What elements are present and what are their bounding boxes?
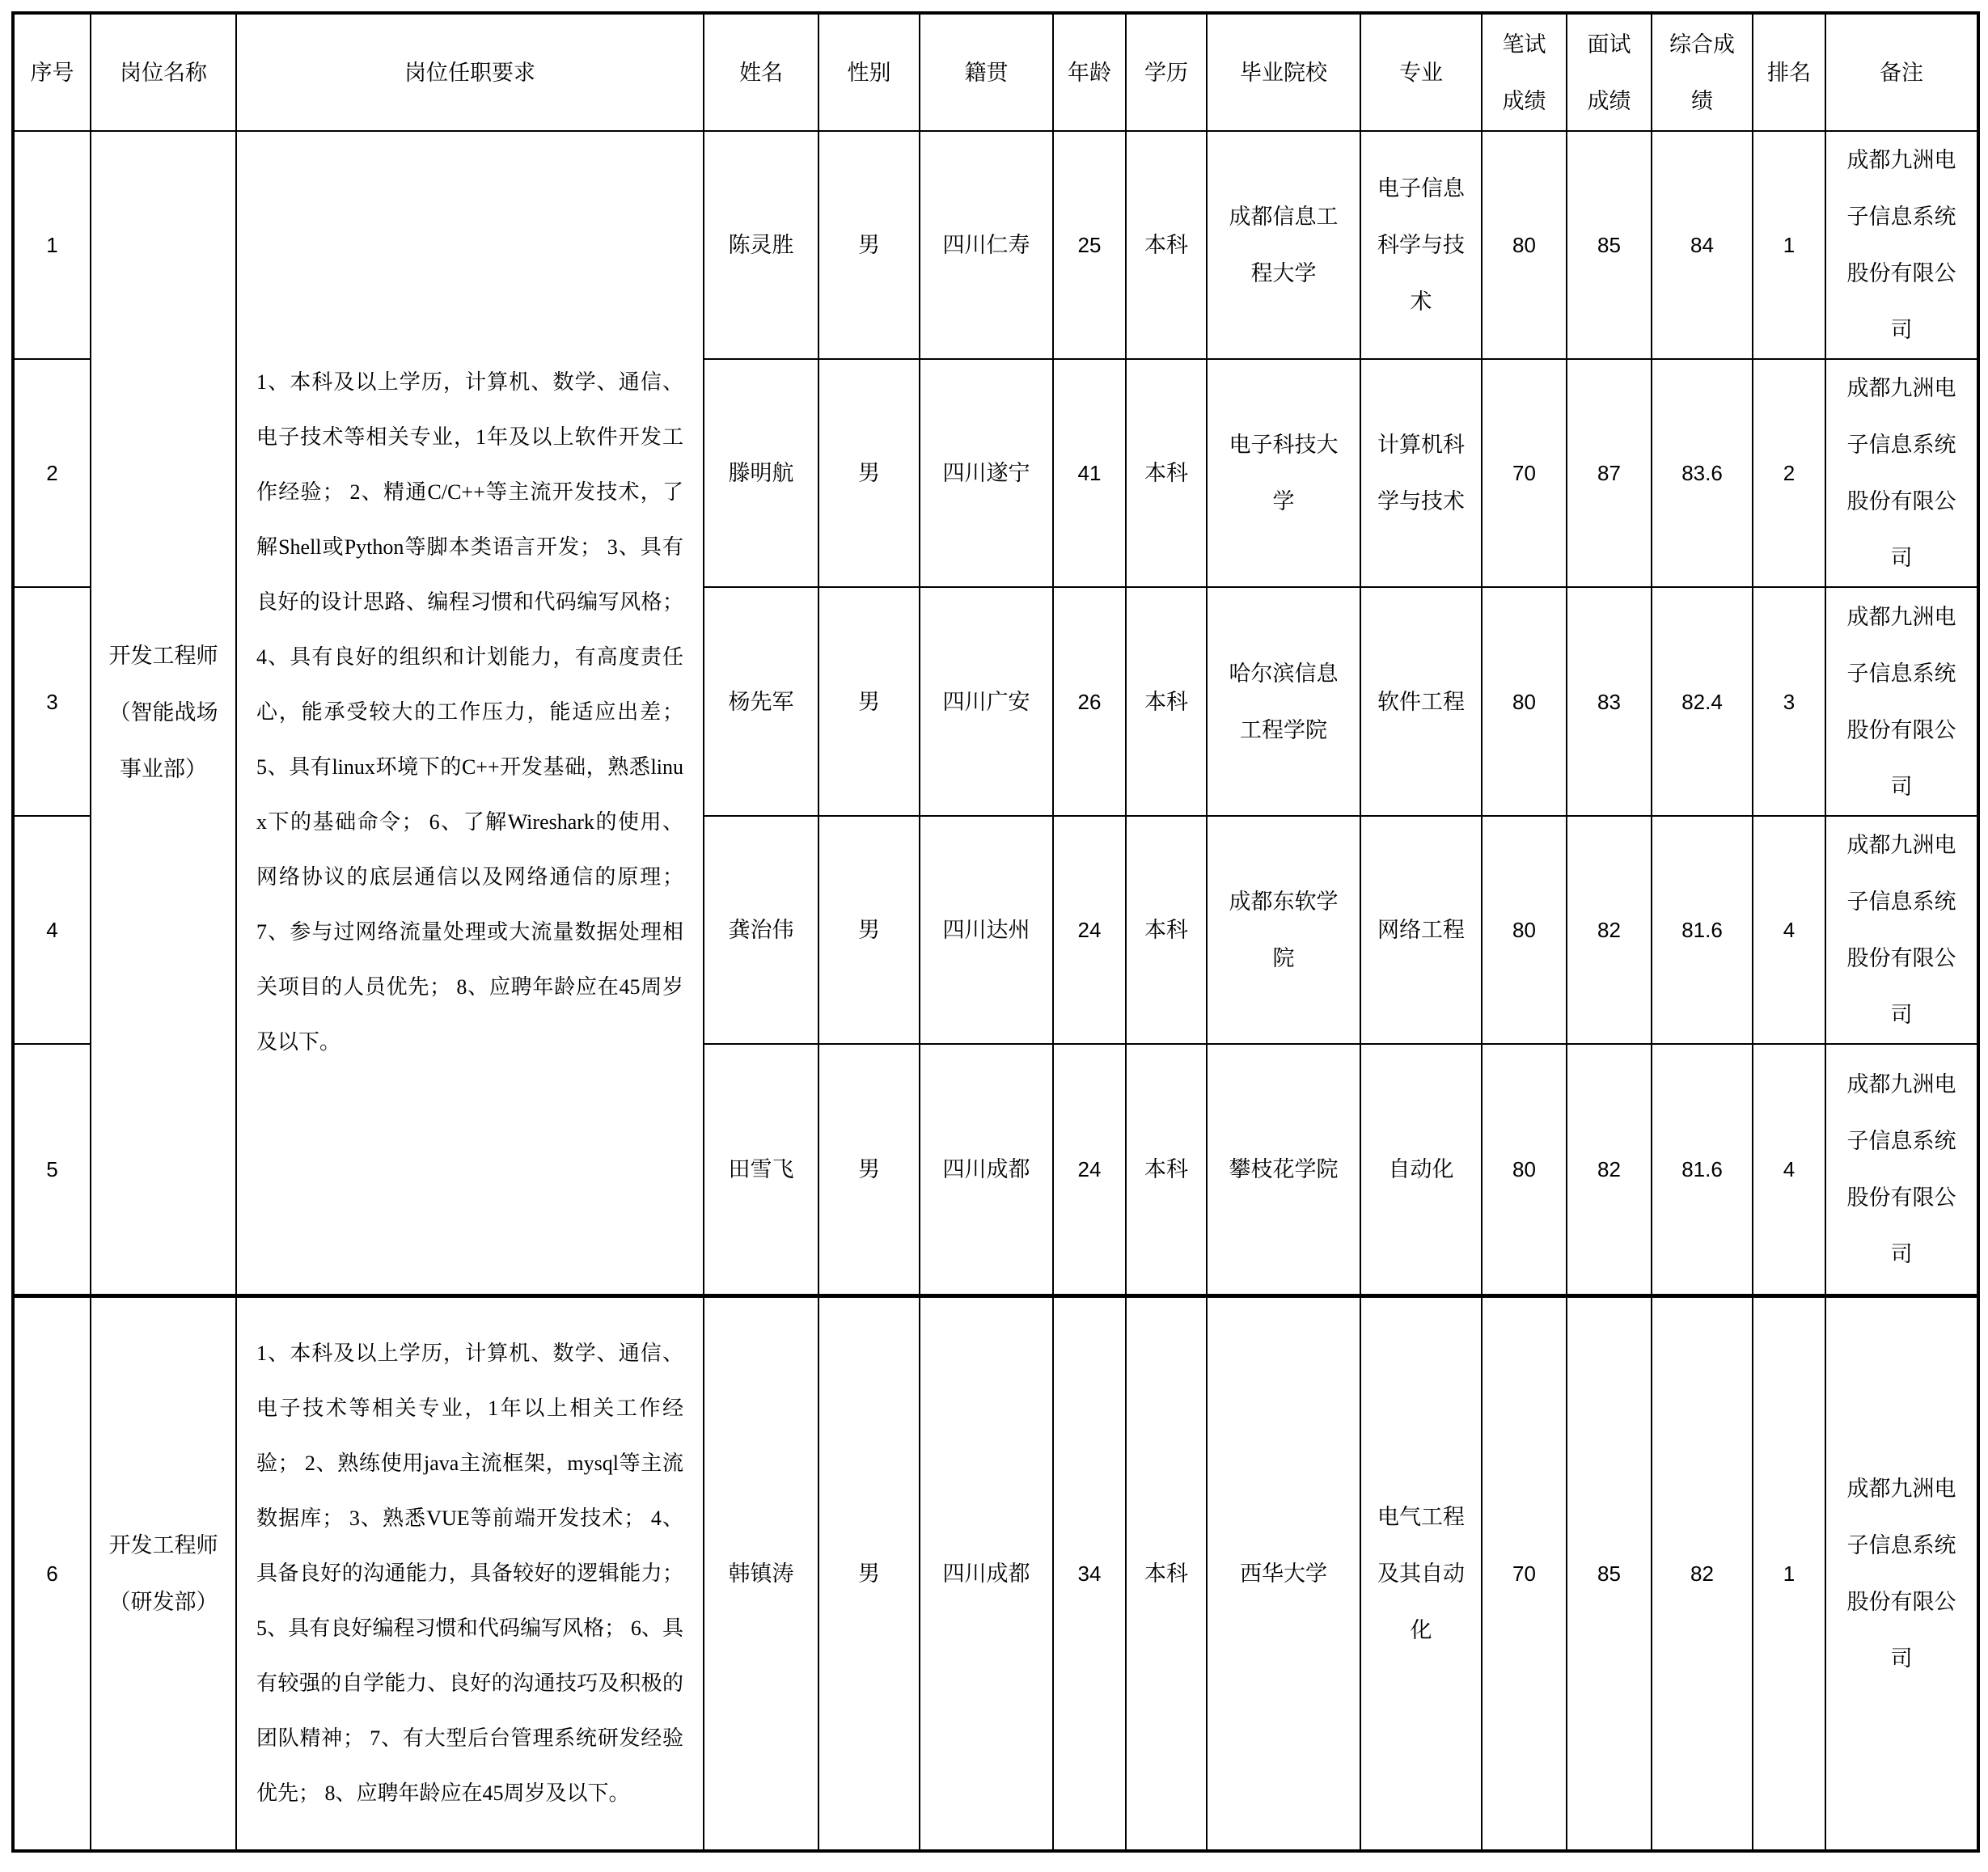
recruitment-table	[11, 11, 1980, 1853]
cell-no: 3	[13, 587, 91, 816]
cell-overall-score: 84	[1652, 131, 1753, 359]
cell-major: 软件工程	[1360, 587, 1482, 816]
cell-gender: 男	[818, 587, 920, 816]
header-no: 序号	[13, 13, 91, 131]
cell-rank: 2	[1753, 359, 1825, 587]
cell-no: 2	[13, 359, 91, 587]
cell-rank: 4	[1753, 816, 1825, 1044]
header-interview-score: 面试成绩	[1567, 13, 1652, 131]
cell-education: 本科	[1126, 359, 1207, 587]
cell-remark: 成都九洲电子信息系统股份有限公司	[1825, 1295, 1978, 1851]
cell-name: 杨先军	[704, 587, 818, 816]
header-position: 岗位名称	[91, 13, 236, 131]
cell-remark: 成都九洲电子信息系统股份有限公司	[1825, 587, 1978, 816]
cell-no: 1	[13, 131, 91, 359]
header-gender: 性别	[818, 13, 920, 131]
cell-interview-score: 85	[1567, 131, 1652, 359]
cell-overall-score: 83.6	[1652, 359, 1753, 587]
cell-requirements: 1、本科及以上学历，计算机、数学、通信、电子技术等相关专业，1年及以上软件开发工作经验； 2、精通C/C++等主流开发技术，了解Shell或Python等脚本类语言开发； 3、具有良好的设计思路、编程习惯和代码编写风格； 4、具有良好的组织和计划能力，有高度责任心，能承受较大的工作压力，能适应出差； 5、具有linux环境下的C++开发基础，熟悉linux下的基础命令； 6、了解Wireshark的使用、网络协议的底层通信以及网络通信的原理； 7、参与过网络流量处理或大流量数据处理相关项目的人员优先； 8、应聘年龄应在45周岁及以下。	[236, 131, 704, 1295]
cell-hometown: 四川成都	[920, 1295, 1053, 1851]
cell-age: 24	[1053, 1044, 1126, 1295]
page	[0, 11, 1988, 1872]
cell-gender: 男	[818, 1044, 920, 1295]
cell-interview-score: 87	[1567, 359, 1652, 587]
cell-name: 韩镇涛	[704, 1295, 818, 1851]
cell-name: 龚治伟	[704, 816, 818, 1044]
cell-rank: 4	[1753, 1044, 1825, 1295]
cell-gender: 男	[818, 1295, 920, 1851]
cell-school: 西华大学	[1207, 1295, 1360, 1851]
cell-school: 电子科技大学	[1207, 359, 1360, 587]
header-rank: 排名	[1753, 13, 1825, 131]
header-name: 姓名	[704, 13, 818, 131]
cell-age: 24	[1053, 816, 1126, 1044]
cell-overall-score: 82.4	[1652, 587, 1753, 816]
cell-age: 41	[1053, 359, 1126, 587]
cell-hometown: 四川达州	[920, 816, 1053, 1044]
cell-no: 4	[13, 816, 91, 1044]
cell-interview-score: 82	[1567, 1044, 1652, 1295]
cell-written-score: 70	[1482, 1295, 1567, 1851]
header-remark: 备注	[1825, 13, 1978, 131]
cell-name: 陈灵胜	[704, 131, 818, 359]
cell-hometown: 四川成都	[920, 1044, 1053, 1295]
cell-school: 哈尔滨信息工程学院	[1207, 587, 1360, 816]
cell-interview-score: 85	[1567, 1295, 1652, 1851]
header-row	[13, 13, 1978, 131]
cell-written-score: 80	[1482, 587, 1567, 816]
cell-written-score: 80	[1482, 131, 1567, 359]
cell-remark: 成都九洲电子信息系统股份有限公司	[1825, 359, 1978, 587]
cell-hometown: 四川遂宁	[920, 359, 1053, 587]
cell-major: 网络工程	[1360, 816, 1482, 1044]
cell-school: 成都信息工程大学	[1207, 131, 1360, 359]
cell-education: 本科	[1126, 131, 1207, 359]
cell-age: 26	[1053, 587, 1126, 816]
cell-overall-score: 81.6	[1652, 1044, 1753, 1295]
cell-school: 攀枝花学院	[1207, 1044, 1360, 1295]
cell-overall-score: 81.6	[1652, 816, 1753, 1044]
cell-no: 5	[13, 1044, 91, 1295]
cell-major: 计算机科学与技术	[1360, 359, 1482, 587]
cell-rank: 1	[1753, 1295, 1825, 1851]
cell-rank: 3	[1753, 587, 1825, 816]
cell-major: 电子信息科学与技术	[1360, 131, 1482, 359]
cell-interview-score: 83	[1567, 587, 1652, 816]
cell-school: 成都东软学院	[1207, 816, 1360, 1044]
cell-interview-score: 82	[1567, 816, 1652, 1044]
cell-no: 6	[13, 1295, 91, 1851]
header-education: 学历	[1126, 13, 1207, 131]
cell-education: 本科	[1126, 816, 1207, 1044]
cell-education: 本科	[1126, 1295, 1207, 1851]
cell-overall-score: 82	[1652, 1295, 1753, 1851]
cell-gender: 男	[818, 359, 920, 587]
cell-position: 开发工程师（研发部）	[91, 1295, 236, 1851]
header-major: 专业	[1360, 13, 1482, 131]
cell-age: 34	[1053, 1295, 1126, 1851]
header-age: 年龄	[1053, 13, 1126, 131]
header-hometown: 籍贯	[920, 13, 1053, 131]
cell-education: 本科	[1126, 1044, 1207, 1295]
cell-name: 滕明航	[704, 359, 818, 587]
cell-education: 本科	[1126, 587, 1207, 816]
cell-written-score: 70	[1482, 359, 1567, 587]
cell-written-score: 80	[1482, 1044, 1567, 1295]
cell-remark: 成都九洲电子信息系统股份有限公司	[1825, 816, 1978, 1044]
cell-remark: 成都九洲电子信息系统股份有限公司	[1825, 131, 1978, 359]
table-row	[13, 1295, 1978, 1851]
cell-remark: 成都九洲电子信息系统股份有限公司	[1825, 1044, 1978, 1295]
header-written-score: 笔试成绩	[1482, 13, 1567, 131]
cell-major: 自动化	[1360, 1044, 1482, 1295]
cell-written-score: 80	[1482, 816, 1567, 1044]
cell-position: 开发工程师（智能战场事业部）	[91, 131, 236, 1295]
cell-name: 田雪飞	[704, 1044, 818, 1295]
header-requirements: 岗位任职要求	[236, 13, 704, 131]
cell-gender: 男	[818, 131, 920, 359]
cell-rank: 1	[1753, 131, 1825, 359]
cell-age: 25	[1053, 131, 1126, 359]
cell-requirements: 1、本科及以上学历，计算机、数学、通信、电子技术等相关专业，1年以上相关工作经验； 2、熟练使用java主流框架，mysql等主流数据库； 3、熟悉VUE等前端开发技术； 4、具备良好的沟通能力，具备较好的逻辑能力； 5、具有良好编程习惯和代码编写风格； 6、具有较强的自学能力、良好的沟通技巧及积极的团队精神； 7、有大型后台管理系统研发经验优先； 8、应聘年龄应在45周岁及以下。	[236, 1295, 704, 1851]
cell-hometown: 四川广安	[920, 587, 1053, 816]
cell-major: 电气工程及其自动化	[1360, 1295, 1482, 1851]
header-overall-score: 综合成绩	[1652, 13, 1753, 131]
cell-hometown: 四川仁寿	[920, 131, 1053, 359]
table-row	[13, 131, 1978, 359]
cell-gender: 男	[818, 816, 920, 1044]
header-school: 毕业院校	[1207, 13, 1360, 131]
